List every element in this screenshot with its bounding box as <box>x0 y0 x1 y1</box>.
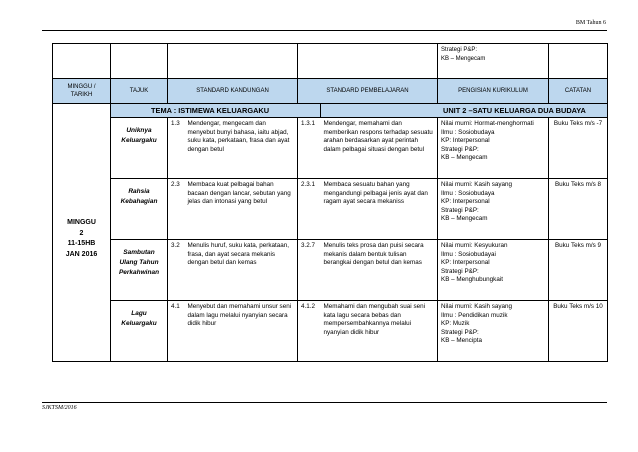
table-row <box>53 240 608 301</box>
sk-number: 2.3 <box>168 179 185 240</box>
kurikulum-line: Strategi P&P: <box>441 145 479 153</box>
tema-row <box>53 104 608 118</box>
sp-number: 1.3.1 <box>298 118 321 179</box>
minggu-label: MINGGU <box>67 219 96 227</box>
kurikulum-line: KB – Mengecam <box>441 215 488 222</box>
kurikulum-line: KB – Mengecam <box>441 154 488 161</box>
page-header: BM Tahun 6 <box>575 20 606 26</box>
header-standard-kandungan: STANDARD KANDUNGAN <box>168 79 298 104</box>
kurikulum-line: KP: Interpersonal <box>441 137 490 144</box>
kurikulum-line: Nilai murni: Kasih sayang <box>441 303 513 310</box>
kurikulum-line: KB – Menghubungkait <box>441 276 503 283</box>
kurikulum-line: Ilmu : Sosiobudaya <box>441 128 495 136</box>
header-minggu: MINGGU / TARIKH <box>53 79 111 104</box>
tajuk-cell: Sambutan Ulang Tahun Perkahwinan <box>111 240 168 301</box>
kurikulum-cell <box>438 240 549 301</box>
sp-number: 2.3.1 <box>298 179 321 240</box>
kurikulum-line: Ilmu : Pendidikan muzik <box>441 311 508 319</box>
unit-title: UNIT 2 –SATU KELUARGA DUA BUDAYA <box>321 104 608 118</box>
sk-text: Menyebut dan memahami unsur seni dalam lagu melalui nyanyian secara didik hibur <box>185 301 298 362</box>
table-row <box>53 179 608 240</box>
sk-number: 4.1 <box>168 301 185 362</box>
tajuk-cell: Uniknya Keluargaku <box>111 118 168 179</box>
sk-text: Menulis huruf, suku kata, perkataan, frasa, dan ayat secara mekanis dengan betul dan kemas <box>185 240 298 301</box>
header-standard-pembelajaran: STANDARD PEMBELAJARAN <box>298 79 438 104</box>
table-header-row <box>53 79 608 104</box>
footer-rule <box>42 402 607 403</box>
header-rule <box>42 30 607 31</box>
prev-cell-catatan <box>549 44 608 79</box>
catatan-cell: Buku Teks m/s 8 <box>549 179 608 240</box>
kurikulum-cell <box>438 301 549 362</box>
page-footer: SJKTSM/2016 <box>42 405 77 411</box>
kurikulum-line: Strategi P&P: <box>441 267 479 275</box>
tajuk-cell: Lagu Keluargaku <box>111 301 168 362</box>
kurikulum-line: KP: Interpersonal <box>441 198 490 205</box>
previous-week-row <box>53 44 608 79</box>
kurikulum-line: Strategi P&P: <box>441 328 479 336</box>
sp-text: Memahami dan mengubah suai seni kata lagu secara bebas dan mempersembahkannya melalui nyanyian didik hibur <box>321 301 438 362</box>
catatan-cell: Buku Teks m/s 9 <box>549 240 608 301</box>
sk-number: 3.2 <box>168 240 185 301</box>
minggu-month: JAN 2016 <box>65 250 98 258</box>
kurikulum-line: KB – Mencipta <box>441 337 482 344</box>
prev-cell-tajuk <box>111 44 168 79</box>
prev-cell-kurikulum <box>438 44 549 79</box>
kurikulum-line: KP: Muzik <box>441 320 470 327</box>
prev-kurikulum-line: KB – Mengecam <box>441 56 486 62</box>
sk-text: Mendengar, mengecam dan menyebut bunyi bahasa, iaitu abjad, suku kata, perkataan, frasa dan ayat dengan betul <box>185 118 298 179</box>
kurikulum-line: KP: Interpersonal <box>441 259 490 266</box>
sp-number: 3.2.7 <box>298 240 321 301</box>
minggu-date: 11-15HB <box>67 240 96 248</box>
sp-text: Membaca sesuatu bahan yang mengandungi pelbagai jenis ayat dan ragam ayat secara mekaniss <box>321 179 438 240</box>
catatan-cell: Buku Teks m/s -7 <box>549 118 608 179</box>
sp-number: 4.1.2 <box>298 301 321 362</box>
kurikulum-line: Ilmu : Sosiobudayai <box>441 250 496 258</box>
sk-text: Membaca kuat pelbagai bahan bacaan dengan lancar, sebutan yang jelas dan intonasi yang betul <box>185 179 298 240</box>
lesson-plan-table <box>52 43 608 362</box>
minggu-number: 2 <box>79 229 84 237</box>
kurikulum-line: Ilmu : Sosiobudaya <box>441 189 495 197</box>
table-row <box>53 301 608 362</box>
catatan-cell: Buku Teks m/s 10 <box>549 301 608 362</box>
prev-kurikulum-line: Strategi P&P: <box>441 47 478 53</box>
prev-cell-minggu <box>53 44 111 79</box>
header-pengisian-kurikulum: PENGISIAN KURIKULUM <box>438 79 549 104</box>
kurikulum-line: Nilai murni: Hormat-menghormati <box>441 120 534 127</box>
minggu-cell <box>53 118 111 362</box>
header-tajuk: TAJUK <box>111 79 168 104</box>
header-catatan: CATATAN <box>549 79 608 104</box>
sk-number: 1.3 <box>168 118 185 179</box>
tema-blank-cell <box>53 104 111 118</box>
table-row <box>53 118 608 179</box>
sp-text: Menulis teks prosa dan puisi secara mekanis dalam bentuk tulisan berangkai dengan betul dan kemas <box>321 240 438 301</box>
tajuk-cell: Rahsia Kebahagian <box>111 179 168 240</box>
kurikulum-cell <box>438 118 549 179</box>
prev-cell-sk <box>168 44 298 79</box>
sp-text: Mendengar, memahami dan memberikan respons terhadap sesuatu arahan berdasarkan ayat perintah dalam pelbagai situasi dengan betul <box>321 118 438 179</box>
kurikulum-cell <box>438 179 549 240</box>
kurikulum-line: Nilai murni: Kasih sayang <box>441 181 513 188</box>
kurikulum-line: Nilai murni: Kesyukuran <box>441 242 508 249</box>
tema-title: TEMA : ISTIMEWA KELUARGAKU <box>111 104 321 118</box>
kurikulum-line: Strategi P&P: <box>441 206 479 214</box>
prev-cell-sp <box>298 44 438 79</box>
